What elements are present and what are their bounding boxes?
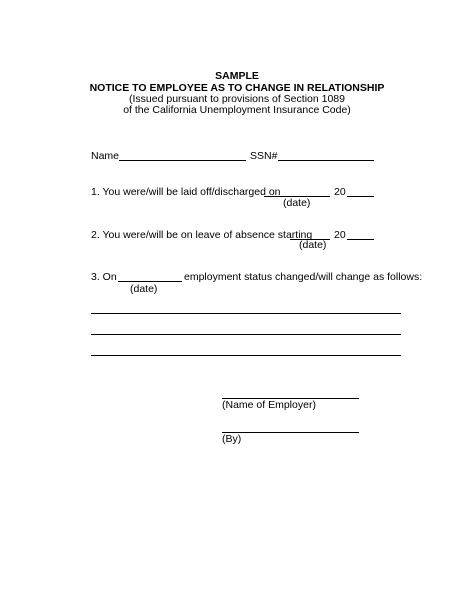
- ssn-field-line[interactable]: [278, 160, 374, 161]
- item3-prefix: 3. On: [91, 271, 117, 283]
- item3-date-line[interactable]: [118, 281, 182, 282]
- item1-year-line[interactable]: [347, 196, 374, 197]
- name-label: Name: [91, 150, 120, 162]
- item1-year-prefix: 20: [334, 186, 346, 198]
- change-description-line-1[interactable]: [91, 313, 401, 314]
- change-description-line-3[interactable]: [91, 355, 401, 356]
- change-description-line-2[interactable]: [91, 334, 401, 335]
- name-field-line[interactable]: [119, 160, 246, 161]
- by-signature-line[interactable]: [222, 432, 359, 433]
- employer-name-label: (Name of Employer): [222, 399, 316, 411]
- item1-date-hint: (date): [283, 197, 311, 209]
- item3-text: employment status changed/will change as follows:: [184, 271, 423, 283]
- sample-label: SAMPLE: [215, 70, 259, 82]
- item3-date-hint: (date): [130, 283, 158, 295]
- item2-year-prefix: 20: [334, 229, 346, 241]
- item2-date-hint: (date): [299, 239, 327, 251]
- ssn-label: SSN#: [250, 150, 278, 162]
- item2-text: 2. You were/will be on leave of absence starting: [91, 229, 313, 241]
- item2-year-line[interactable]: [347, 239, 374, 240]
- document-title: NOTICE TO EMPLOYEE AS TO CHANGE IN RELATIONSHIP: [89, 82, 385, 94]
- by-label: (By): [222, 433, 242, 445]
- document-subtitle-line-1: (Issued pursuant to provisions of Section 1089: [129, 93, 345, 105]
- document-subtitle-line-2: of the California Unemployment Insurance Code): [123, 104, 351, 116]
- item1-text: 1. You were/will be laid off/discharged on: [91, 186, 281, 198]
